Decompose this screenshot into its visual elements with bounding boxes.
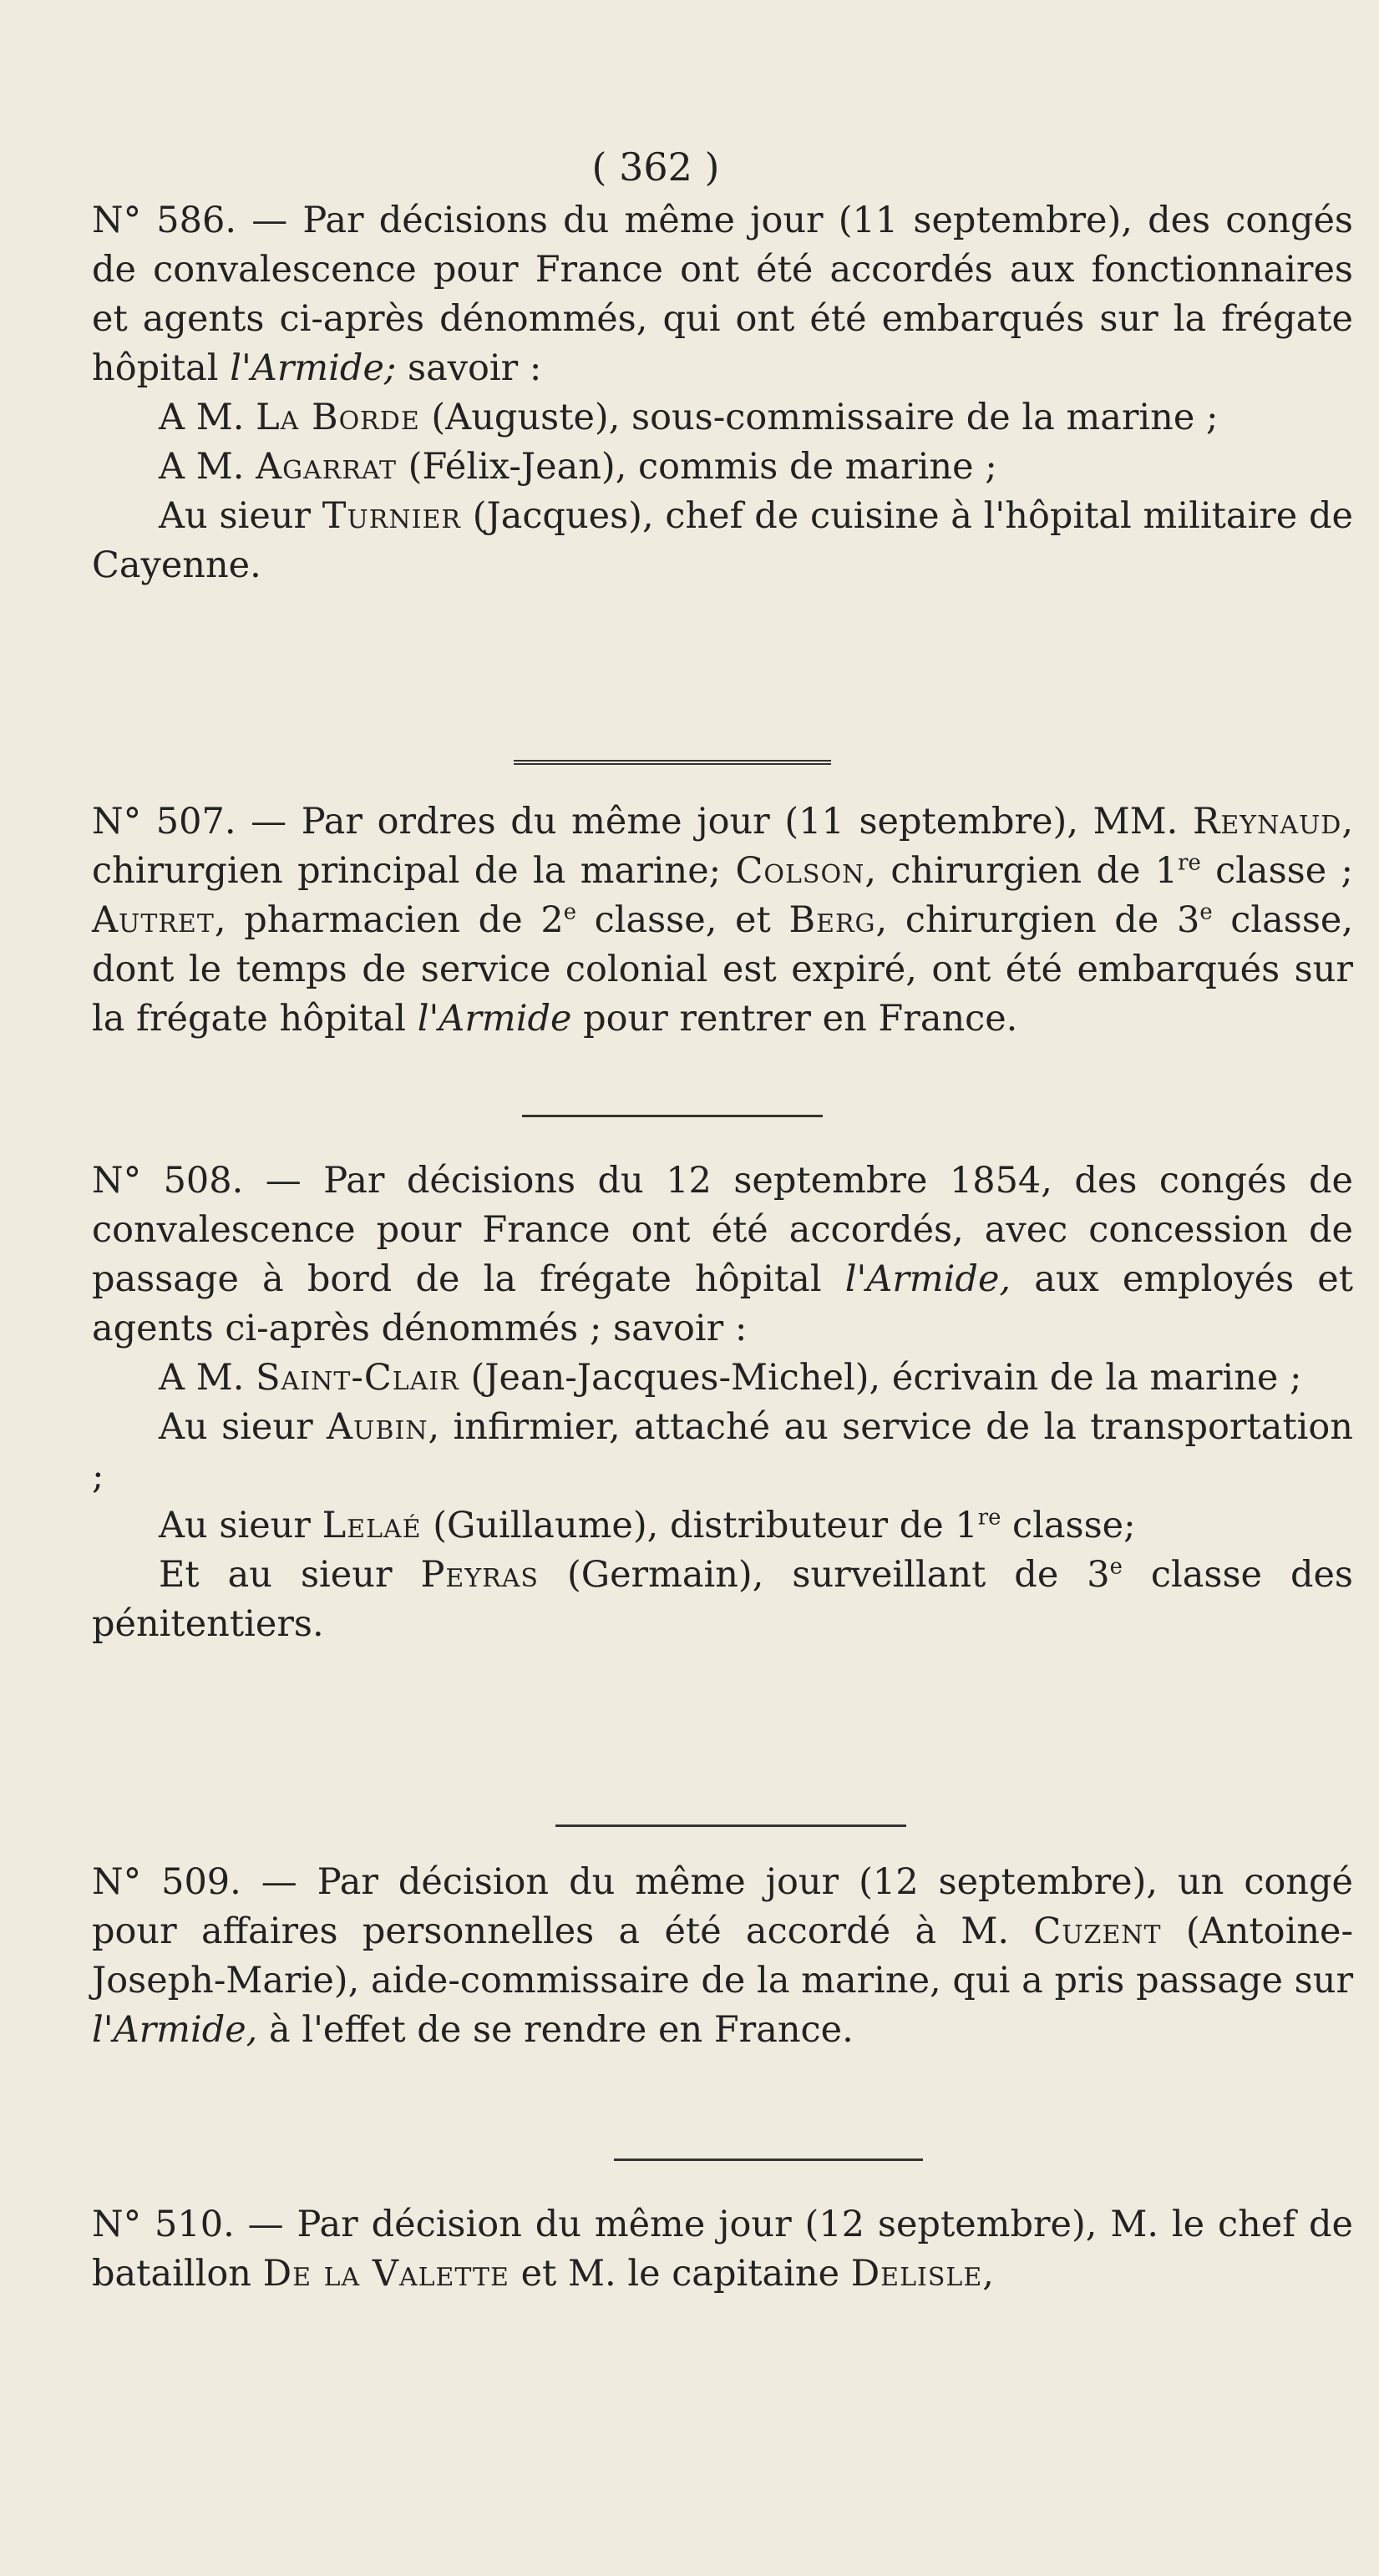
person-name: Peyras — [420, 1554, 539, 1596]
entry-507: N° 507. — Par ordres du même jour (11 septembre), MM. Reynaud, chirurgien principal de la marine; Colson, chirurgien de 1re classe ; Autret, pharmacien de 2e classe, et Berg, chirurgien de 3e classe, dont le temps de service colonial est expiré, ont été embarqués sur la frégate hôpital l'Armide pour rentrer en France. — [92, 801, 1354, 1040]
entry-508: N° 508. — Par décisions du 12 septembre 1854, des congés de convalescence pour France ont été accordés, avec concession de passage à bord de la frégate hôpital l'Armide, aux employés et agents ci-après dénommés ; savoir : A M. Saint-Clair (Jean-Jacques-Michel), écrivain de la marine ; Au sieur Aubin, infirmier, attaché au service de la transportation ; Au sieur Lelaé (Guillaume), distributeur de 1re classe; Et au sieur Peyras (Germain), surveillant de 3e classe des pénitentiers. — [92, 1156, 1353, 1649]
ship-name: l'Armide; — [230, 347, 397, 389]
person-name: Aubin — [327, 1406, 428, 1448]
separator — [514, 760, 831, 765]
entry-number: N° 508. — [92, 1160, 244, 1202]
entry-586: N° 586. — Par décisions du même jour (11 septembre), des congés de convalescence pour France ont été accordés aux fonctionnaires et agents ci-après dénommés, qui ont été embarqués sur la frégate hôpital l'Armide; savoir : A M. La Borde (Auguste), sous-commissaire de la marine ; A M. Agarrat (Félix-Jean), commis de marine ; Au sieur Turnier (Jacques), chef de cuisine à l'hôpital militaire de Cayenne. — [92, 196, 1353, 590]
recipient: Et au sieur Peyras (Germain), surveillant de 3e classe des pénitentiers. — [92, 1554, 1353, 1645]
person-name: De la Valette — [262, 2253, 510, 2295]
person-name: Berg — [788, 899, 876, 941]
person-name: La Borde — [256, 397, 420, 438]
person-name: Agarrat — [256, 446, 397, 488]
separator — [522, 1115, 823, 1117]
recipient: Au sieur Lelaé (Guillaume), distributeur de 1re classe; — [159, 1505, 1136, 1546]
entry-number: N° 510. — [92, 2204, 235, 2245]
person-name: Reynaud — [1192, 801, 1342, 843]
person-name: Lelaé — [322, 1505, 422, 1546]
recipient: Au sieur Aubin, infirmier, attaché au service de la transportation ; — [92, 1406, 1353, 1497]
entry-number: N° 509. — [92, 1861, 241, 1903]
entry-509: N° 509. — Par décision du même jour (12 septembre), un congé pour affaires personnelles a été accordé à M. Cuzent (Antoine-Joseph-Marie), aide-commissaire de la marine, qui a pris passage sur l'Armide, à l'effet de se rendre en France. — [92, 1861, 1353, 2051]
recipient: A M. La Borde (Auguste), sous-commissaire de la marine ; — [159, 397, 1219, 438]
person-name: Cuzent — [1033, 1910, 1162, 1952]
person-name: Autret — [92, 899, 215, 941]
recipient: Au sieur Turnier (Jacques), chef de cuisine à l'hôpital militaire de Cayenne. — [92, 495, 1353, 586]
separator — [555, 1824, 906, 1827]
page-number: ( 362 ) — [591, 144, 720, 190]
person-name: Turnier — [322, 495, 461, 537]
recipient: A M. Saint-Clair (Jean-Jacques-Michel), écrivain de la marine ; — [159, 1357, 1302, 1399]
person-name: Colson — [735, 850, 865, 892]
entry-number: N° 586. — [92, 200, 237, 241]
separator — [614, 2158, 923, 2161]
entry-510: N° 510. — Par décision du même jour (12 septembre), M. le chef de bataillon De la Valette et M. le capitaine Delisle, — [92, 2204, 1353, 2295]
ship-name: l'Armide, — [92, 2009, 258, 2051]
recipient: A M. Agarrat (Félix-Jean), commis de marine ; — [159, 446, 997, 488]
ship-name: l'Armide — [417, 998, 572, 1040]
person-name: Saint-Clair — [256, 1357, 459, 1399]
person-name: Delisle — [850, 2253, 983, 2295]
entry-number: N° 507. — [92, 801, 236, 843]
ship-name: l'Armide, — [844, 1258, 1011, 1300]
